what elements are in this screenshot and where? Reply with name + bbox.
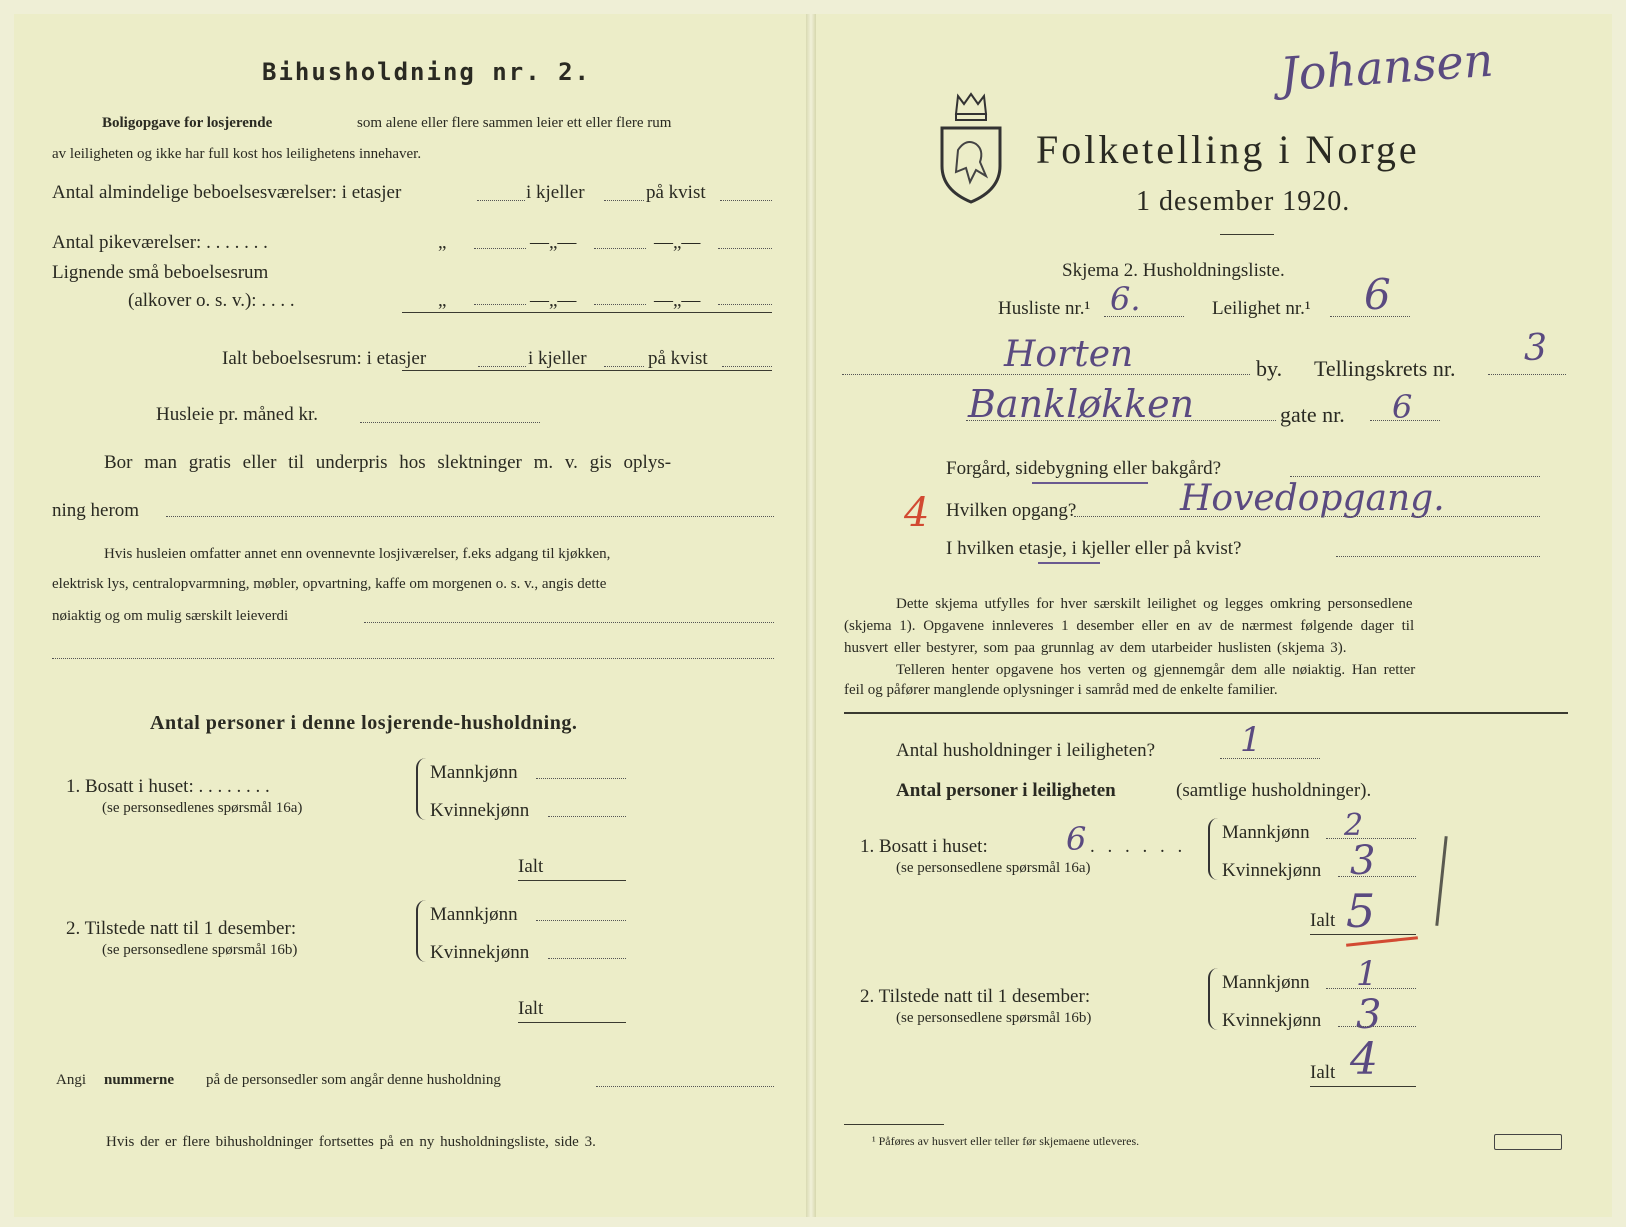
right-q1-kvinne-field[interactable]: [1338, 876, 1416, 877]
right-q2-label: 2. Tilstede natt til 1 desember:: [860, 986, 1091, 1007]
right-q1-mann-label: Mannkjønn: [1222, 822, 1310, 843]
pike-dash-1: —„—: [530, 232, 577, 253]
intro-line2: av leiligheten og ikke har full kost hos leilighetens innehaver.: [52, 146, 422, 162]
lign-dash-2: —„—: [654, 290, 701, 311]
left-q2-mann-field[interactable]: [536, 920, 626, 921]
pike-etasjer-field[interactable]: [474, 248, 526, 249]
ialt-kjeller-field[interactable]: [604, 366, 644, 367]
angi-b: nummerne: [104, 1072, 174, 1088]
lign-label-1: Lignende små beboelsesrum: [52, 262, 269, 283]
left-q1-ialt-field[interactable]: [518, 880, 626, 881]
left-q2-sub: (se personsedlene spørsmål 16b): [102, 942, 298, 958]
husleie-field[interactable]: [360, 422, 540, 423]
ialt-kvist-field[interactable]: [722, 366, 772, 367]
right-q1-value: 6: [1066, 820, 1087, 858]
right-q1-ialt-field[interactable]: [1310, 934, 1416, 935]
coat-of-arms-icon: [936, 90, 1006, 206]
leieverdi-field-2[interactable]: [52, 658, 774, 659]
gratis-line-2: ning herom: [52, 500, 140, 521]
right-q1-ialt-value: 5: [1346, 884, 1376, 938]
etasje-label: I hvilken etasje, i kjeller eller på kvist?: [946, 538, 1242, 559]
leilighet-field[interactable]: [1330, 316, 1410, 317]
left-q2-label: 2. Tilstede natt til 1 desember:: [66, 918, 297, 939]
right-q1-kvinne-label: Kvinnekjønn: [1222, 860, 1322, 881]
antal-hus-field[interactable]: [1220, 758, 1320, 759]
gate-field[interactable]: [966, 420, 1276, 421]
rooms-kvist-label: på kvist: [646, 182, 706, 203]
para1-line-1: Dette skjema utfylles for hver særskilt leilighet og legges omkring personsedlene: [896, 596, 1413, 612]
lign-kvist-field[interactable]: [718, 304, 772, 305]
pike-label: Antal pikeværelser: . . . . . . .: [52, 232, 268, 253]
krets-value: 3: [1524, 328, 1547, 369]
right-date: 1 desember 1920.: [1136, 186, 1351, 217]
right-title: Folketelling i Norge: [1036, 127, 1420, 172]
opgang-label: Hvilken opgang?: [946, 500, 1077, 521]
gratis-line-1: Bor man gratis eller til underpris hos slektninger m. v. gis oplys-: [104, 452, 672, 473]
forgard-label: Forgård, sidebygning eller bakgård?: [946, 458, 1222, 479]
pike-kjeller-field[interactable]: [594, 248, 646, 249]
para1-line-2: (skjema 1). Opgavene innleveres 1 desember eller en av de nærmest følgende dager til: [844, 618, 1415, 634]
left-q2-brace: [416, 900, 426, 962]
sum-rule: [402, 312, 772, 313]
note-line-3: nøiaktig og om mulig særskilt leieverdi: [52, 608, 289, 624]
sidebygning-underline: [1032, 482, 1148, 484]
left-footer: Hvis der er flere bihusholdninger fortsettes på en ny husholdningsliste, side 3.: [106, 1134, 596, 1150]
note-line-2: elektrisk lys, centralopvarmning, møbler, opvartning, kaffe om morgenen o. s. v., angis dette: [52, 576, 607, 592]
right-q2-sub: (se personsedlene spørsmål 16b): [896, 1010, 1092, 1026]
rooms-kvist-field[interactable]: [720, 200, 772, 201]
husliste-value: 6.: [1110, 280, 1141, 318]
left-persons-heading: Antal personer i denne losjerende-husholdning.: [150, 712, 578, 734]
right-q2-ialt-label: Ialt: [1310, 1062, 1336, 1083]
ialt-kjeller-label: i kjeller: [528, 348, 587, 369]
right-q1-mann-value: 2: [1344, 808, 1364, 843]
right-q2-mann-value: 1: [1356, 954, 1378, 994]
right-q2-mann-label: Mannkjønn: [1222, 972, 1310, 993]
gratis-field[interactable]: [166, 516, 774, 517]
footnote-rule: [844, 1124, 944, 1125]
gate-value: Bankløkken: [968, 382, 1195, 426]
title-rule: [1220, 234, 1274, 235]
pike-dash-2: —„—: [654, 232, 701, 253]
lign-ditto: „: [438, 290, 447, 311]
footnote: ¹ Påføres av husvert eller teller før skjemaene utleveres.: [872, 1134, 1140, 1148]
left-q2-mann-label: Mannkjønn: [430, 904, 518, 925]
gate-label: gate nr.: [1280, 402, 1345, 427]
right-q2-ialt-value: 4: [1350, 1034, 1378, 1085]
left-q1-brace: [416, 758, 426, 820]
page-fold: [806, 14, 816, 1217]
forgard-field[interactable]: [1290, 476, 1540, 477]
margin-number: 4: [904, 490, 930, 536]
rooms-label: Antal almindelige beboelsesværelser: i etasjer: [52, 182, 402, 203]
opgang-field[interactable]: [1074, 516, 1540, 517]
left-q2-kvinne-field[interactable]: [548, 958, 626, 959]
right-q1-ialt-label: Ialt: [1310, 910, 1336, 931]
rooms-kjeller-label: i kjeller: [526, 182, 585, 203]
by-label: by.: [1256, 356, 1283, 381]
angi-a: Angi: [56, 1072, 86, 1088]
left-q1-mann-field[interactable]: [536, 778, 626, 779]
para2-line-2: feil og påfører manglende oplysninger i samråd med de enkelte familier.: [844, 682, 1278, 698]
left-q2-ialt-label: Ialt: [518, 998, 544, 1019]
ialt-underline: [402, 370, 772, 371]
by-field[interactable]: [842, 374, 1250, 375]
ialt-rooms-label: Ialt beboelsesrum: i etasjer: [222, 348, 427, 369]
left-q1-kvinne-field[interactable]: [548, 816, 626, 817]
intro-bold: Boligopgave for losjerende: [102, 115, 273, 131]
rooms-kjeller-field[interactable]: [604, 200, 644, 201]
krets-field[interactable]: [1488, 374, 1566, 375]
angi-field[interactable]: [596, 1086, 774, 1087]
husliste-field[interactable]: [1104, 316, 1184, 317]
left-q2-ialt-field[interactable]: [518, 1022, 626, 1023]
leieverdi-field[interactable]: [364, 622, 774, 623]
husliste-label: Husliste nr.¹: [998, 298, 1091, 319]
husleie-label: Husleie pr. måned kr.: [156, 404, 318, 425]
antal-hus-value: 1: [1240, 720, 1262, 760]
right-q2-kvinne-label: Kvinnekjønn: [1222, 1010, 1322, 1031]
angi-c: på de personsedler som angår denne husholdning: [206, 1072, 501, 1088]
leilighet-value: 6: [1364, 270, 1391, 319]
gate-nr-field[interactable]: [1370, 420, 1440, 421]
rooms-etasjer-field[interactable]: [477, 200, 525, 201]
antal-hus-label: Antal husholdninger i leiligheten?: [896, 740, 1156, 761]
krets-label: Tellingskrets nr.: [1314, 356, 1456, 381]
left-q1-mann-label: Mannkjønn: [430, 762, 518, 783]
right-persons-bold: Antal personer i leiligheten: [896, 780, 1116, 801]
para2-line-1: Telleren henter opgavene hos verten og gjennemgår dem alle nøiaktig. Han retter: [896, 662, 1416, 678]
leilighet-label: Leilighet nr.¹: [1212, 298, 1311, 319]
by-value: Horten: [1004, 334, 1134, 375]
right-persons-rest: (samtlige husholdninger).: [1176, 780, 1372, 801]
left-q2-kvinne-label: Kvinnekjønn: [430, 942, 530, 963]
etasje-field[interactable]: [1336, 556, 1540, 557]
left-title: Bihusholdning nr. 2.: [262, 58, 591, 86]
lign-label-2: (alkover o. s. v.): . . . .: [128, 290, 295, 311]
printer-stamp: [1494, 1134, 1562, 1150]
lign-etasjer-field[interactable]: [474, 304, 526, 305]
left-q1-kvinne-label: Kvinnekjønn: [430, 800, 530, 821]
skjema-label: Skjema 2. Husholdningsliste.: [1062, 260, 1285, 281]
right-q2-kvinne-value: 3: [1356, 992, 1382, 1038]
ialt-etasjer-field[interactable]: [478, 366, 526, 367]
left-q1-label: 1. Bosatt i huset: . . . . . . . .: [66, 776, 270, 797]
lign-kjeller-field[interactable]: [594, 304, 646, 305]
intro-rest: som alene eller flere sammen leier ett eller flere rum: [357, 115, 672, 131]
left-q1-ialt-label: Ialt: [518, 856, 544, 877]
pike-kvist-field[interactable]: [718, 248, 772, 249]
lign-dash-1: —„—: [530, 290, 577, 311]
right-q1-sub: (se personsedlene spørsmål 16a): [896, 860, 1091, 876]
right-q2-mann-field[interactable]: [1326, 988, 1416, 989]
right-q2-brace: [1208, 968, 1218, 1030]
pike-ditto: „: [438, 232, 447, 253]
gate-nr-value: 6: [1392, 388, 1413, 426]
right-q1-kvinne-value: 3: [1350, 838, 1376, 884]
note-line-1: Hvis husleien omfatter annet enn ovennevnte losjiværelser, f.eks adgang til kjøkken,: [104, 546, 611, 562]
right-q1-dots: . . . . . .: [1090, 836, 1187, 857]
para1-line-3: husvert eller bestyrer, som paa grunnlag av dem utarbeider huslisten (skjema 3).: [844, 640, 1347, 656]
right-q2-kvinne-field[interactable]: [1338, 1026, 1416, 1027]
opgang-value: Hovedopgang.: [1180, 478, 1445, 519]
right-q2-ialt-field[interactable]: [1310, 1086, 1416, 1087]
right-q1-label: 1. Bosatt i huset:: [860, 836, 988, 857]
etasje-underline: [1038, 562, 1100, 564]
ialt-kvist-label: på kvist: [648, 348, 708, 369]
section-rule: [844, 712, 1568, 714]
left-q1-sub: (se personsedlenes spørsmål 16a): [102, 800, 303, 816]
signature: Johansen: [1278, 32, 1495, 102]
right-q1-brace: [1208, 818, 1218, 880]
